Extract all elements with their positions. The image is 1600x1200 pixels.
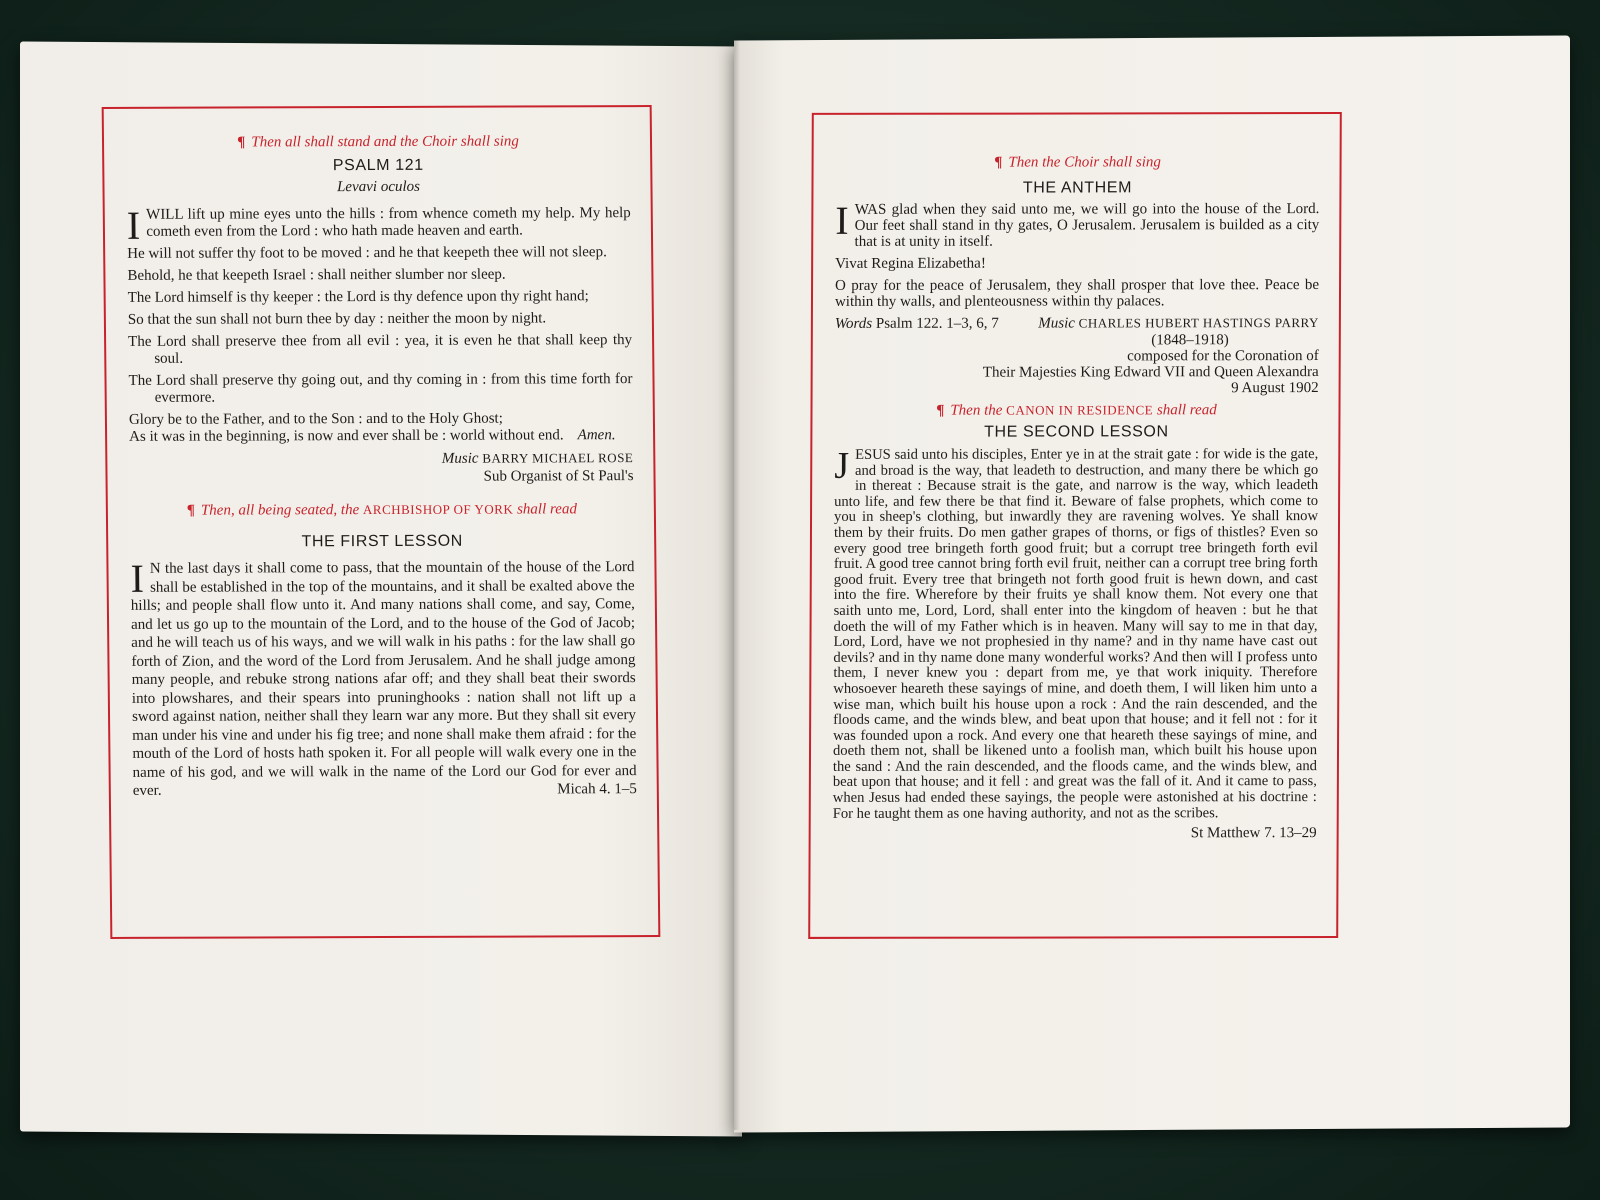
amen: Amen. — [577, 427, 616, 444]
anthem-credits — [835, 315, 1319, 333]
psalm-verse: The Lord shall preserve thy going out, and thy coming in : from this time forth for evermore. — [128, 371, 633, 406]
first-lesson-title: THE FIRST LESSON — [301, 532, 463, 551]
booklet-spine — [734, 40, 740, 1130]
music-label: Music — [441, 450, 479, 467]
words-label: Words — [834, 315, 873, 332]
anthem-vivat: Vivat Regina Elizabetha! — [835, 255, 986, 272]
gloria-line-1: Glory be to the Father, and to the Son : and to the Holy Ghost; — [128, 410, 503, 428]
right-page — [734, 35, 1570, 1132]
anthem-text: IWAS glad when they said unto me, we will go into the house of the Lord. Our feet shall stand in thy gates, O Jerusalem. Jerusalem is builded as a city that is at unity in itself. — [835, 197, 1320, 250]
left-page-content — [126, 133, 637, 799]
psalm-verse: So that the sun shall not burn thee by day : neither the moon by night. — [127, 310, 547, 328]
first-lesson-text: I N the last days it shall come to pass, that the mountain of the house of the Lord shall be established in the top of the mountains, and it shall be exalted above the hills; and people shall flow unto it. And many nations shall come, and say, Come, and let us go up to the mountain of the Lord, and to the house of the God of Jacob; and he will teach us of his ways, and we will walk in his paths : for the law shall go forth of Zion, and the word of the Lord from Jerusalem. And he shall judge among many people, and rebuke strong nations afar off; and they shall beat their swords into plowshares, and their spears into pruninghooks : nation shall not lift up a sword against nation, neither shall they learn war any more. But they shall sit every man under his vine and under his fig tree; and none shall make them afraid : for the mouth of the Lord of hosts hath spoken it. For all people will walk every one in the name of his god, and we will walk in the name of the Lord our God for ever and ever. — [130, 555, 637, 799]
rubric-stand-and-sing: ¶ Then all shall stand and the Choir shall sing — [237, 133, 519, 151]
composer-name: CHARLES HUBERT HASTINGS PARRY — [1078, 315, 1319, 331]
music-note-line-2: Their Majesties King Edward VII and Queen Alexandra — [982, 364, 1319, 381]
left-page — [20, 41, 742, 1136]
psalm-verse: The Lord shall preserve thee from all evil : yea, it is even he that shall keep thy soul. — [128, 332, 633, 367]
psalm-verse-1: IWILL lift up mine eyes unto the hills : from whence cometh my help. My help cometh even from the Lord : who hath made heaven and earth. — [126, 202, 631, 248]
psalm-verse: He will not suffer thy foot to be moved : and he that keepeth thee will not sleep. — [127, 244, 607, 262]
music-note-line-1: composed for the Coronation of — [1127, 348, 1319, 365]
psalm-title: PSALM 121 — [332, 156, 424, 175]
composer-name: BARRY MICHAEL ROSE — [482, 450, 634, 466]
first-lesson-citation: Micah 4. 1–5 — [557, 780, 637, 797]
anthem-title: THE ANTHEM — [1022, 179, 1133, 197]
anthem-music-note — [835, 332, 1319, 397]
pilcrow-icon: ¶ — [936, 402, 945, 419]
psalm-verse: Behold, he that keepeth Israel : shall neither slumber nor sleep. — [127, 266, 506, 284]
pilcrow-icon: ¶ — [994, 154, 1003, 171]
words-source: Psalm 122. 1–3, 6, 7 — [875, 315, 999, 332]
lesson-dropcap: J — [834, 444, 850, 487]
rubric-archbishop: ¶ Then, all being seated, the ARCHBISHOP OF YORK shall read — [186, 501, 578, 519]
rubric-canon: ¶ Then the CANON IN RESIDENCE shall read — [936, 402, 1217, 419]
second-lesson-citation: St Matthew 7. 13–29 — [1190, 825, 1317, 842]
psalm-dropcap: I — [126, 202, 141, 248]
composer-role: Sub Organist of St Paul's — [483, 468, 634, 485]
anthem-dropcap: I — [835, 197, 849, 243]
anthem-text-2: O pray for the peace of Jerusalem, they shall prosper that love thee. Peace be within thy walls, and plenteousness within thy palaces. — [834, 277, 1320, 310]
composer-dates: (1848–1918) — [1151, 332, 1229, 349]
psalm-music-credit — [129, 449, 633, 487]
music-note-line-3: 9 August 1902 — [1231, 380, 1319, 397]
gloria-line-2: As it was in the beginning, is now and ever shall be : world without end. Amen. — [129, 427, 616, 445]
rubric-choir-sing: ¶ Then the Choir shall sing — [994, 154, 1161, 171]
second-lesson-text: JESUS said unto his disciples, Enter ye in at the strait gate : for wide is the gate, and broad is the way, that leadeth to destruction, and many there be which go in thereat : Because strait is the gate, and narrow is the way, which leadeth unto life, and few there be that find it. Beware of false prophets, which come to you in sheep's clothing, but inwardly they are ravening wolves. Ye shall know them by their fruits. Do men gather grapes of thorns, or figs of thistles? Even so every good tree bringeth forth good fruit; but a corrupt tree bringeth forth evil fruit. A good tree cannot bring forth evil fruit, neither can a corrupt tree bring forth good fruit. Every tree that bringeth not forth good fruit is hewn down, and cast into the fire. Wherefore by their fruits ye shall know them. Not every one that saith unto me, Lord, Lord, shall enter into the kingdom of heaven : but he that doeth the will of my Father which is in heaven. Many will say to me in that day, Lord, Lord, have we not prophesied in thy name? and in thy name have cast out devils? and in thy name done many wonderful works? And then will I profess unto them, I never knew you : depart from me, ye that work iniquity. Therefore whosoever heareth these sayings of mine, and doeth them, I will liken him unto a wise man, which built his house upon a rock : And the rain descended, and the floods came, and the winds blew, and beat upon that house; and it fell not : for it was founded upon a rock. And every one that heareth these sayings of mine, and doeth them not, shall be likened unto a foolish man, which built his house upon the sand : And the rain descended, and the floods came, and the winds blew, and beat upon that house; and it fell : and great was the fall of it. And it came to pass, when Jesus had ended these sayings, the people were astonished at his doctrine : For he taught them as one having authority, and not as the scribes. — [832, 444, 1319, 822]
psalm-subtitle: Levavi oculos — [336, 178, 421, 196]
pilcrow-icon: ¶ — [186, 502, 195, 519]
psalm-verse: The Lord himself is thy keeper : the Lord is thy defence upon thy right hand; — [127, 288, 589, 306]
music-label: Music — [1038, 315, 1075, 332]
right-red-frame — [808, 112, 1342, 939]
left-red-frame — [102, 105, 661, 939]
lesson-dropcap: I — [130, 555, 145, 601]
second-lesson-title: THE SECOND LESSON — [984, 423, 1169, 441]
right-page-content — [833, 154, 1320, 843]
pilcrow-icon: ¶ — [237, 134, 246, 151]
